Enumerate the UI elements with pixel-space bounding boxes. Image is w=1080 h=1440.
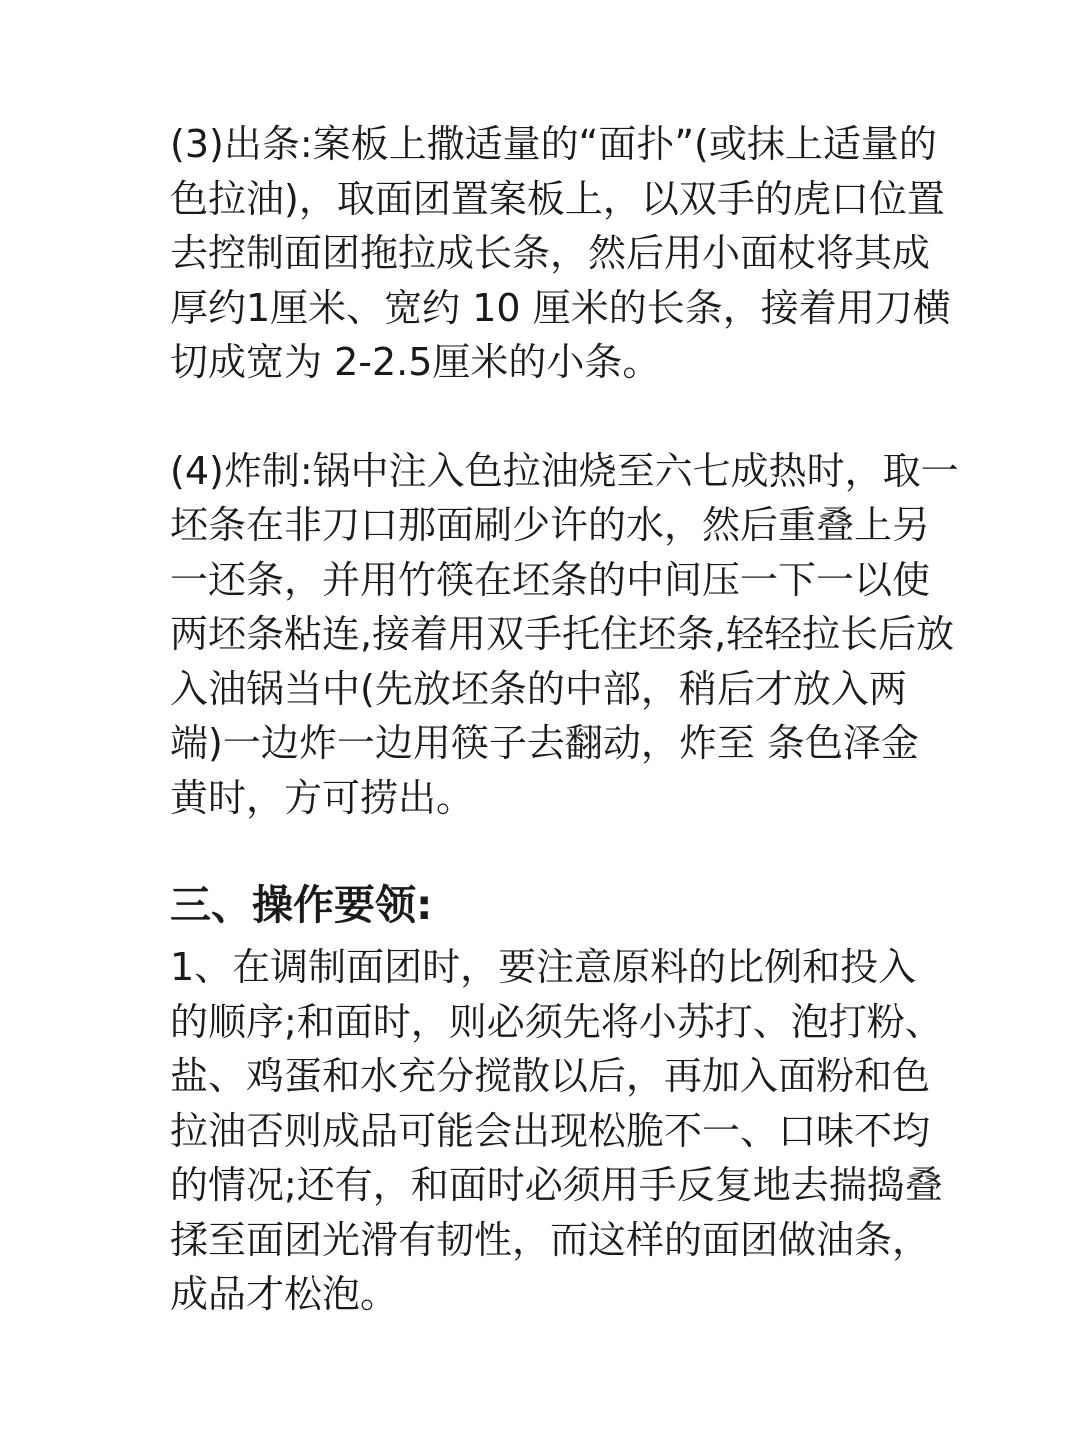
paragraph-tips — [170, 940, 943, 1322]
text-line: 成品才松泡。 — [170, 1272, 399, 1316]
text-line: 切成宽为 2-2.5厘米的小条。 — [170, 340, 661, 384]
text-line: 黄时，方可捞出。 — [170, 775, 475, 820]
text-line: (3)出条:案板上撒适量的“面扑”(或抹上适量的 — [170, 122, 937, 166]
text-line: 两坯条粘连,接着用双手托住坯条,轻轻拉长后放 — [170, 612, 955, 656]
text-line: 盐、鸡蛋和水充分搅散以后，再加入面粉和色 — [170, 1054, 931, 1098]
text-line: 厚约1厘米、宽约 10 厘米的长条，接着用刀横 — [170, 285, 951, 330]
text-line: (4)炸制:锅中注入色拉油烧至六七成热时，取一 — [170, 448, 959, 493]
text-line: 1、在调制面团时，要注意原料的比例和投入 — [170, 945, 917, 989]
text-line: 去控制面团拖拉成长条，然后用小面杖将其成 — [170, 231, 931, 275]
document-body — [170, 117, 959, 1322]
text-line: 入油锅当中(先放坯条的中部，稍后才放入两 — [170, 666, 907, 711]
text-line: 色拉油)，取面团置案板上，以双手的虎口位置 — [170, 176, 945, 221]
paragraph-step-4 — [170, 444, 959, 826]
text-line: 拉油否则成品可能会出现松脆不一、口味不均 — [170, 1108, 931, 1153]
text-line: 的情况;还有，和面时必须用手反复地去揣捣叠 — [170, 1163, 943, 1207]
text-line: 揉至面团光滑有韧性，而这样的面团做油条， — [170, 1217, 931, 1262]
text-line: 坯条在非刀口那面刷少许的水，然后重叠上另 — [170, 503, 931, 547]
text-line: 一还条，并用竹筷在坯条的中间压一下一以使 — [170, 557, 931, 602]
paragraph-step-3 — [170, 117, 951, 390]
text-line: 端)一边炸一边用筷子去翻动，炸至 条色泽金 — [170, 721, 919, 765]
section-heading: 三、操作要领: — [170, 881, 433, 929]
text-line: 的顺序;和面时，则必须先将小苏打、泡打粉、 — [170, 999, 943, 1044]
